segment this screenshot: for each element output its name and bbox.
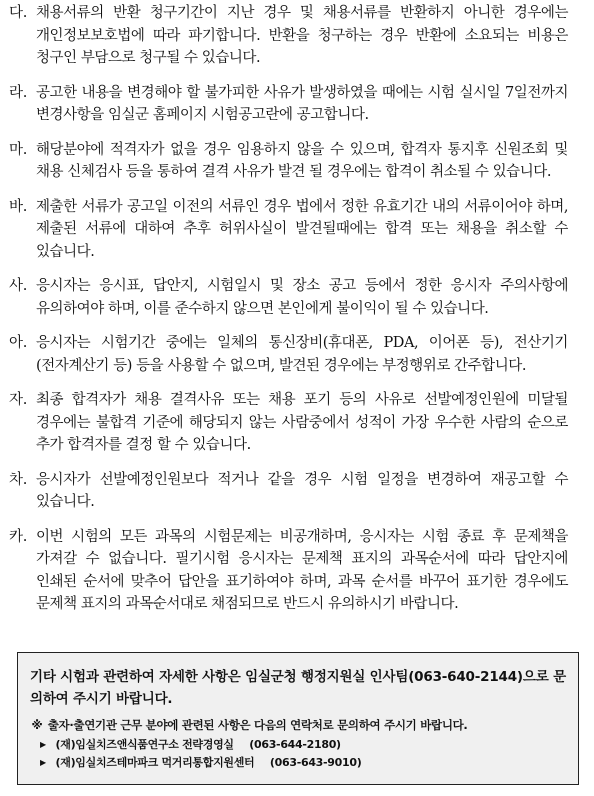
item-marker: 차.: [9, 471, 28, 488]
notice-item: [9, 469, 568, 514]
contact-phone: (063-644-2180): [249, 738, 341, 751]
item-marker: 마.: [9, 141, 28, 158]
notice-list: [0, 2, 594, 616]
info-note: [30, 716, 568, 734]
triangle-right-icon: ▶: [40, 740, 46, 749]
item-text: 이번 시험의 모든 과목의 시험문제는 비공개하며, 응시자는 시험 종료 후 문제책을 가져갈 수 없습니다. 필기시험 응시자는 문제책 표지의 과목순서에 따라 답안지에 인쇄된 순서에 맞추어 답안을 표기하여야 하며, 과목 순서를 바꾸어 표기한 경우에도 문제책 표지의 과목순서대로 채점되므로 반드시 유의하시기 바랍니다.: [36, 528, 568, 612]
contact-info-box: [17, 652, 579, 785]
item-text: 공고한 내용을 변경해야 할 불가피한 사유가 발생하였을 때에는 시험 실시일 7일전까지 변경사항을 임실군 홈페이지 시험공고란에 공고합니다.: [36, 84, 568, 123]
item-text: 해당분야에 적격자가 없을 경우 임용하지 않을 수 있으며, 합격자 통지후 신원조회 및 채용 신체검사 등을 통하여 결격 사유가 발견 될 경우에는 합격이 취소될 수 있습니다.: [36, 141, 568, 180]
item-marker: 아.: [9, 335, 28, 351]
item-marker: 다.: [9, 5, 28, 21]
reference-mark: ※: [31, 718, 43, 732]
item-marker: 자.: [9, 392, 28, 408]
item-text: 응시자가 선발예정인원보다 적거나 같을 경우 시험 일정을 변경하여 재공고할 수 있습니다.: [36, 471, 568, 510]
item-text: 최종 합격자가 채용 결격사유 또는 채용 포기 등의 사유로 선발예정인원에 미달될 경우에는 불합격 기준에 해당되지 않는 사람중에서 성적이 가장 우수한 사람의 순으로 추가 합격자를 결정 할 수 있습니다.: [36, 392, 568, 453]
notice-item: [9, 2, 568, 70]
item-marker: 카.: [9, 528, 28, 545]
contact-item: [30, 754, 568, 772]
triangle-right-icon: ▶: [40, 758, 46, 767]
contact-phone: (063-643-9010): [269, 756, 362, 769]
contact-item: [30, 736, 568, 754]
item-marker: 바.: [9, 198, 28, 215]
notice-item: [9, 275, 568, 320]
item-marker: 라.: [9, 84, 28, 101]
item-text: 응시자는 응시표, 답안지, 시험일시 및 장소 공고 등에서 정한 응시자 주의사항에 유의하여야 하며, 이를 준수하지 않으면 본인에게 불이익이 될 수 있습니다.: [36, 278, 568, 317]
notice-item: [9, 196, 568, 264]
contact-list: [30, 736, 568, 772]
info-main-text: 기타 시험과 관련하여 자세한 사항은 임실군청 행정지원실 인사팀(063-640-2144)으로 문의하여 주시기 바랍니다.: [30, 669, 566, 707]
contact-name: (재)임실치즈테마파크 먹거리통합지원센터: [55, 756, 255, 769]
item-marker: 사.: [9, 278, 28, 294]
info-note-text: 출자·출연기관 근무 분야에 관련된 사항은 다음의 연락처로 문의하여 주시기 바랍니다.: [47, 718, 468, 732]
notice-item: [9, 82, 568, 127]
notice-item: [9, 389, 568, 457]
notice-item: [9, 526, 568, 616]
item-text: 제출한 서류가 공고일 이전의 서류인 경우 법에서 정한 유효기간 내의 서류이어야 하며, 제출된 서류에 대하여 추후 허위사실이 발견될때에는 합격 또는 채용을 취소할 수 있습니다.: [36, 198, 568, 260]
item-text: 응시자는 시험기간 중에는 일체의 통신장비(휴대폰, PDA, 이어폰 등), 전산기기(전자계산기 등) 등을 사용할 수 없으며, 발견된 경우에는 부정행위로 간주합니다.: [36, 335, 568, 374]
notice-item: [9, 139, 568, 184]
contact-name: (재)임실치즈앤식품연구소 전략경영실: [55, 738, 234, 751]
notice-item: [9, 332, 568, 377]
item-text: 채용서류의 반환 청구기간이 지난 경우 및 채용서류를 반환하지 아니한 경우에는 개인정보보호법에 따라 파기합니다. 반환을 청구하는 경우 반환에 소요되는 비용은 청구인 부담으로 청구될 수 있습니다.: [36, 5, 568, 66]
